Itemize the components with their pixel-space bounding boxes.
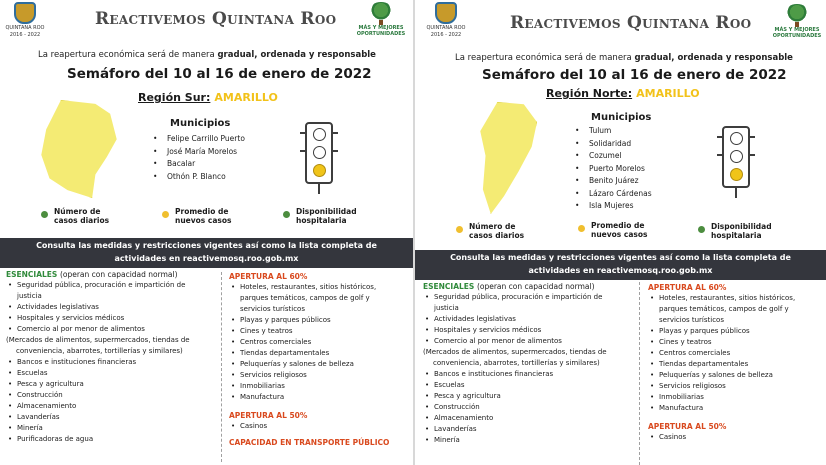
list-item: • Tiendas departamentales [229,348,411,359]
list-item: • Minería [423,435,635,446]
apertura-column [229,272,411,448]
list-item: • Peluquerías y salones de belleza [229,359,411,370]
tree-icon [785,4,809,22]
list-item: • Inmobiliarias [229,381,411,392]
list-item: • Manufactura [648,403,824,414]
list-item: • Hospitales y servicios médicos [6,313,212,324]
crest-years: 2016 - 2022 [9,32,41,38]
status-dot-icon [41,211,48,218]
list-item-continuation: parques temáticos, campos de golf y [659,305,789,313]
traffic-light-icon [305,122,333,184]
crest-caption: QUINTANA ROO [5,25,45,31]
list-item: • Bancos e instituciones financieras [6,357,212,368]
region-sur-map [38,100,120,198]
municipio-item: • Puerto Morelos [575,163,652,176]
apertura-60-heading: APERTURA AL 60% [229,272,308,281]
list-item: • Peluquerías y salones de belleza [648,370,824,381]
list-item: • Lavanderías [423,424,635,435]
municipios-list [575,125,652,213]
apertura-column [648,283,824,443]
list-item: • Bancos e instituciones financieras [423,369,635,380]
list-item: • Construcción [6,390,212,401]
status-dot-icon [578,225,585,232]
esenciales-heading: ESENCIALES (operan con capacidad normal) [423,282,595,291]
esenciales-column [423,282,635,446]
list-item: (Mercados de alimentos, supermercados, tiendas de [6,336,190,344]
esenciales-column [6,270,212,445]
municipios-title: Municipios [170,118,231,129]
list-item: (Mercados de alimentos, supermercados, tiendas de [423,348,607,356]
info-banner: Consulta las medidas y restricciones vigentes así como la lista completa de actividades en reactivemosq.roo.gob.mx [0,238,413,268]
traffic-light-icon [722,126,750,188]
list-item: • Minería [6,423,212,434]
status-dot-icon [456,226,463,233]
list-item: • Comercio al por menor de alimentos [423,336,635,347]
municipio-item: • José María Morelos [153,146,245,159]
list-item: • Tiendas departamentales [648,359,824,370]
municipio-item: • Cozumel [575,150,652,163]
column-separator [221,272,222,462]
region-heading: Región Sur: AMARILLO [138,91,278,104]
mas-y-mejores-logo: MÁS Y MEJORES OPORTUNIDADES [356,2,406,44]
indicator-disponibilidad: Disponibilidad hospitalaria [296,207,357,225]
esenciales-heading: ESENCIALES (operan con capacidad normal) [6,270,178,279]
subtitle: La reapertura económica será de manera gradual, ordenada y responsable [455,53,793,63]
list-item-continuation: servicios turísticos [659,316,724,324]
list-item-continuation: parques temáticos, campos de golf y [240,294,370,302]
list-item: • Seguridad pública, procuración e impartición de [423,292,635,303]
municipio-item: • Bacalar [153,158,245,171]
list-item: • Purificadoras de agua [6,434,212,445]
list-item: • Actividades legislativas [6,302,212,313]
list-item: • Pesca y agricultura [423,391,635,402]
apertura-60-list [229,282,411,403]
list-item: • Lavanderías [6,412,212,423]
indicator-nuevos-casos: Promedio de nuevos casos [591,221,647,239]
list-item: • Hoteles, restaurantes, sitios históricos, [229,282,411,293]
list-item: • Servicios religiosos [648,381,824,392]
transporte-heading: CAPACIDAD EN TRANSPORTE PÚBLICO [229,438,390,447]
municipio-item: • Benito Juárez [575,175,652,188]
quintana-roo-crest-logo [4,2,46,42]
apertura-60-list [648,293,824,414]
crest-icon [14,2,36,24]
list-item-continuation: justicia [17,292,42,300]
region-heading: Región Norte: AMARILLO [546,87,700,100]
indicator-casos-diarios: Número de casos diarios [54,207,109,225]
list-item: • Almacenamiento [6,401,212,412]
list-item: • Escuelas [6,368,212,379]
list-item: • Manufactura [229,392,411,403]
list-item: • Cines y teatros [229,326,411,337]
indicator-casos-diarios: Número de casos diarios [469,222,524,240]
list-item: • Centros comerciales [229,337,411,348]
apertura-50-list [648,432,824,443]
apertura-60-heading: APERTURA AL 60% [648,283,727,292]
list-item: • Servicios religiosos [229,370,411,381]
list-item: • Comercio al por menor de alimentos [6,324,212,335]
apertura-50-list [229,421,411,432]
list-item: conveniencia, abarrotes, tortillerías y similares) [433,359,600,367]
indicator-nuevos-casos: Promedio de nuevos casos [175,207,231,225]
municipio-item: • Othón P. Blanco [153,171,245,184]
list-item: • Inmobiliarias [648,392,824,403]
list-item: • Actividades legislativas [423,314,635,325]
list-item: • Cines y teatros [648,337,824,348]
list-item: • Playas y parques públicos [229,315,411,326]
municipio-item: • Tulum [575,125,652,138]
list-item: • Pesca y agricultura [6,379,212,390]
list-item: • Casinos [648,432,824,443]
status-dot-icon [283,211,290,218]
crest-icon [435,2,457,24]
list-item: • Seguridad pública, procuración e impartición de [6,280,212,291]
municipio-item: • Solidaridad [575,138,652,151]
list-item: • Hospitales y servicios médicos [423,325,635,336]
page-title: Reactivemos Quintana Roo [95,9,337,29]
esenciales-list [6,280,212,445]
list-item: • Escuelas [423,380,635,391]
list-item-continuation: servicios turísticos [240,305,305,313]
apertura-50-heading: APERTURA AL 50% [229,411,308,420]
municipios-list [153,133,245,183]
municipio-item: • Isla Mujeres [575,200,652,213]
indicator-disponibilidad: Disponibilidad hospitalaria [711,222,772,240]
page-title: Reactivemos Quintana Roo [510,13,752,33]
status-dot-icon [698,226,705,233]
quintana-roo-crest-logo: QUINTANA ROO 2016 - 2022 [425,2,467,42]
info-banner: Consulta las medidas y restricciones vigentes así como la lista completa de actividades en reactivemosq.roo.gob.mx [415,250,826,280]
list-item: • Almacenamiento [423,413,635,424]
list-item: • Centros comerciales [648,348,824,359]
list-item: • Casinos [229,421,411,432]
list-item: • Hoteles, restaurantes, sitios históricos, [648,293,824,304]
tree-icon [369,2,393,20]
subtitle: La reapertura económica será de manera gradual, ordenada y responsable [38,50,376,60]
apertura-50-heading: APERTURA AL 50% [648,422,727,431]
list-item-continuation: justicia [434,304,459,312]
status-dot-icon [162,211,169,218]
semaforo-dates: Semáforo del 10 al 16 de enero de 2022 [67,66,372,82]
column-separator [639,282,640,465]
list-item: • Playas y parques públicos [648,326,824,337]
mas-y-mejores-logo: MÁS Y MEJORES OPORTUNIDADES [772,4,822,46]
esenciales-list [423,292,635,446]
region-norte-map [471,102,537,214]
list-item: • Construcción [423,402,635,413]
municipio-item: • Lázaro Cárdenas [575,188,652,201]
list-item: conveniencia, abarrotes, tortillerías y similares) [16,347,183,355]
municipios-title: Municipios [591,112,652,123]
semaforo-dates: Semáforo del 10 al 16 de enero de 2022 [482,67,787,83]
infographic-norte [415,0,826,465]
municipio-item: • Felipe Carrillo Puerto [153,133,245,146]
